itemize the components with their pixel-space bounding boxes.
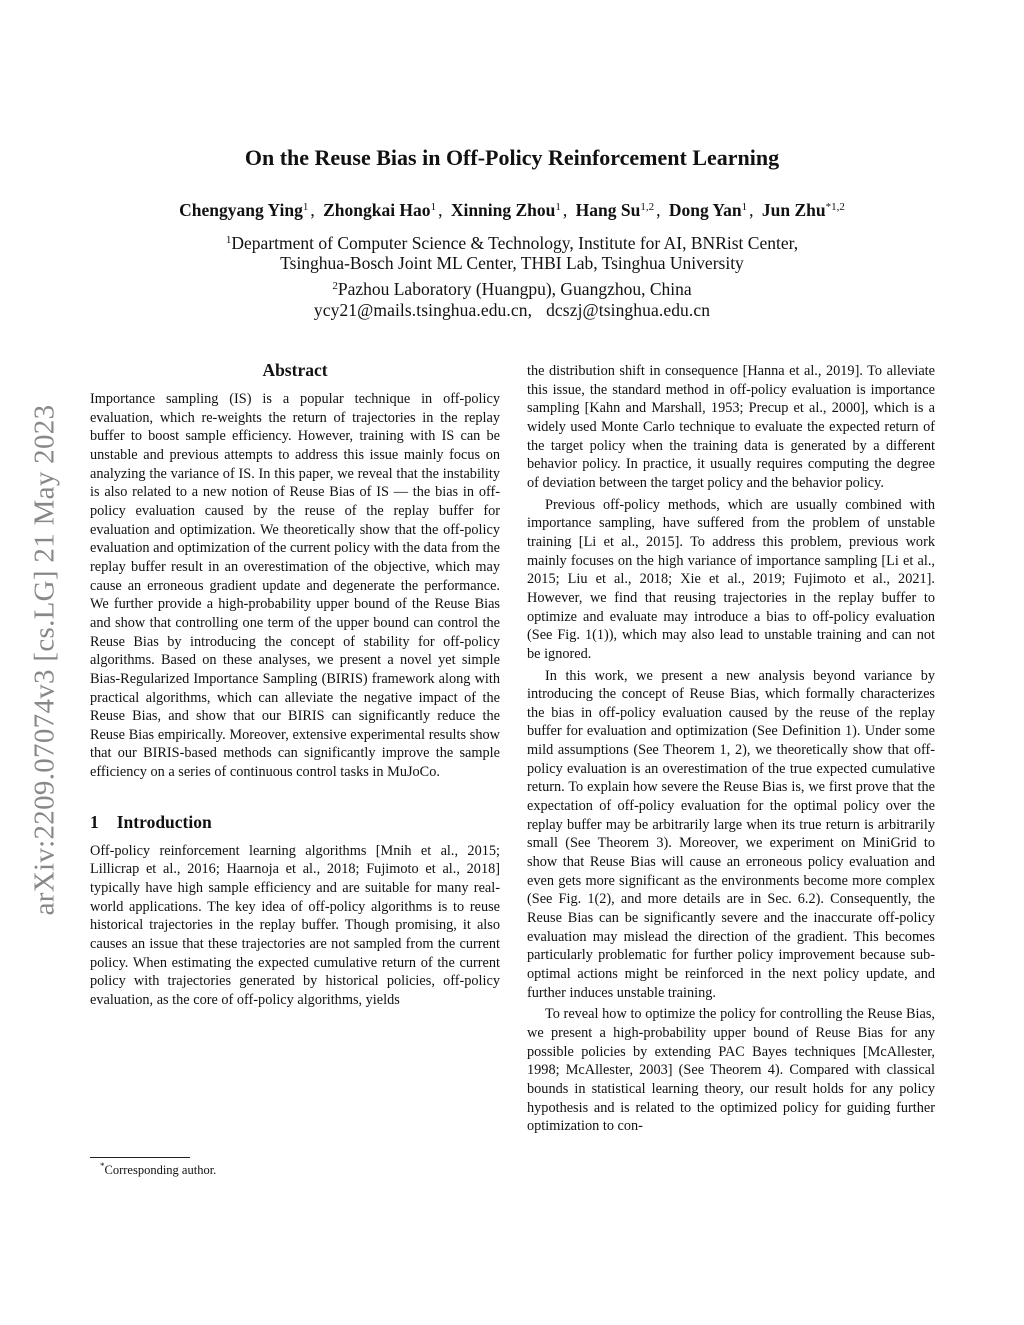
section-heading: 1 Introduction [90, 811, 212, 832]
author: Chengyang Ying$^1$ [179, 200, 309, 220]
intro-paragraph: Off-policy reinforcement learning algorithms [Mnih et al., 2015; Lillicrap et al., 2016; Haarnoja et al., 2018; Fujimoto et al., 2018] typically have high sample efficiency and are suitable for many real-world applications. The key idea of off-policy algorithms is to reuse historical trajectories in the replay buffer. Though promising, it also causes an issue that these trajectories are not sampled from the current policy. When estimating the expected cumulative return of the current policy with trajectories generated by historical policies, off-policy evaluation, as the core of off-policy algorithms, yields [90, 842, 500, 1009]
body-paragraph: To reveal how to optimize the policy for controlling the Reuse Bias, we present a high-probability upper bound of Reuse Bias for any possible policies by extending PAC Bayes techniques [McAllester, 1998; McAllester, 2003] (See Theorem 4). Compared with classical bounds in statistical learning theory, our result holds for any policy hypothesis and is related to the optimized policy for guiding further optimization to con- [527, 1006, 935, 1135]
body-paragraph: Previous off-policy methods, which are usually combined with importance sampling, have suffered from the problem of unstable training [Li et al., 2015]. To address this problem, previous work mainly focuses on the high variance of importance sampling [Li et al., 2015; Liu et al., 2018; Xie et al., 2019; Fujimoto et al., 2021]. However, we find that reusing trajectories in the replay buffer to optimize and evaluate may introduce a bias to off-policy evaluation (See Fig. 1(1)), which may also lead to unstable training and can not be ignored. [527, 496, 935, 662]
affiliation-2: $^2$Pazhou Laboratory (Huangpu), Guangzhou, China [332, 279, 692, 299]
affiliation-1-cont: Tsinghua-Bosch Joint ML Center, THBI Lab, Tsinghua University [280, 253, 744, 273]
body-paragraph: the distribution shift in consequence [Hanna et al., 2019]. To alleviate this issue, the standard method in off-policy evaluation is importance sampling [Kahn and Marshall, 1953; Precup et al., 2000], which is a widely used Monte Carlo technique to evaluate the expected return of the target policy when the training data is generated by a different behavior policy. In practice, it usually requires computing the degree of deviation between the target policy and the behavior policy. [527, 363, 935, 491]
paper-title: On the Reuse Bias in Off-Policy Reinforcement Learning [244, 145, 780, 170]
footnote: *Corresponding author. [100, 1161, 217, 1177]
author: Jun Zhu$^{*1,2}$ [761, 200, 845, 220]
arxiv-id: arXiv:2209.07074v3 [cs.LG] 21 May 2023 [28, 404, 61, 916]
body-paragraph: In this work, we present a new analysis beyond variance by introducing the concept of Reuse Bias, which formally characterizes the bias in off-policy evaluation caused by the reuse of the replay buffer for evaluation and optimization (See Definition 1). Under some mild assumptions (See Theorem 1, 2), we theoretically show that off-policy evaluation is an overestimation of the true expected cumulative return. To explain how severe the Reuse Bias is, we first prove that the expectation of off-policy evaluation for the optimal policy over the replay buffer may be arbitrarily large when its true return is arbitrarily small (See Theorem 3). Moreover, we experiment on MiniGrid to show that Reuse Bias will cause an erroneous policy evaluation and even gets more significant as the environments become more complex (See Fig. 1(2), and more details are in Sec. 6.2). Consequently, the Reuse Bias can be significantly severe and the inaccurate off-policy evaluation may mislead the direction of the gradient. This becomes particularly problematic for further policy improvement because sub-optimal actions might be reinforced in the next policy update, and further induces unstable training. [527, 667, 935, 1001]
author: Xinning Zhou$^1$ [450, 200, 561, 220]
affiliation-1: $^1$Department of Computer Science & Technology, Institute for AI, BNRist Center, [225, 233, 799, 253]
email[interactable]: dcszj@tsinghua.edu.cn [546, 300, 711, 320]
abstract-heading: Abstract [262, 360, 328, 380]
footnote-rule [90, 1157, 190, 1158]
author-list: Chengyang Ying$^1$ , Zhongkai Hao$^1$ , Xinning Zhou$^1$ , Hang Su$^{1,2}$ , Dong Yan$^1$ , Jun Zhu$^{*1,2}$ [179, 200, 845, 220]
email[interactable]: ycy21@mails.tsinghua.edu.cn, [313, 300, 533, 320]
author: Dong Yan$^1$ [668, 200, 748, 220]
author: Zhongkai Hao$^1$ [323, 200, 437, 220]
email-line [0, 299, 1024, 321]
author: Hang Su$^{1,2}$ [575, 200, 655, 220]
right-column [527, 362, 935, 1136]
left-column [90, 360, 500, 1010]
abstract-text: Importance sampling (IS) is a popular technique in off-policy evaluation, which re-weights the return of trajectories in the replay buffer to boost sample efficiency. However, training with IS can be unstable and previous attempts to address this issue mainly focus on analyzing the variance of IS. In this paper, we reveal that the instability is also related to a new notion of Reuse Bias of IS — the bias in off-policy evaluation caused by the reuse of the replay buffer for evaluation and optimization. We theoretically show that the off-policy evaluation and optimization of the current policy with the data from the replay buffer result in an overestimation of the objective, which may cause an erroneous gradient update and degenerate the performance. We further provide a high-probability upper bound of the Reuse Bias and show that controlling one term of the upper bound can control the Reuse Bias by introducing the concept of stability for off-policy algorithms. Based on these analyses, we present a novel yet simple Bias-Regularized Importance Sampling (BIRIS) framework along with practical algorithms, which can alleviate the negative impact of the Reuse Bias, and show that our BIRIS can significantly reduce the Reuse Bias empirically. Moreover, extensive experimental results show that our BIRIS-based methods can significantly improve the sample efficiency on a series of continuous control tasks in MuJoCo. [90, 391, 500, 781]
